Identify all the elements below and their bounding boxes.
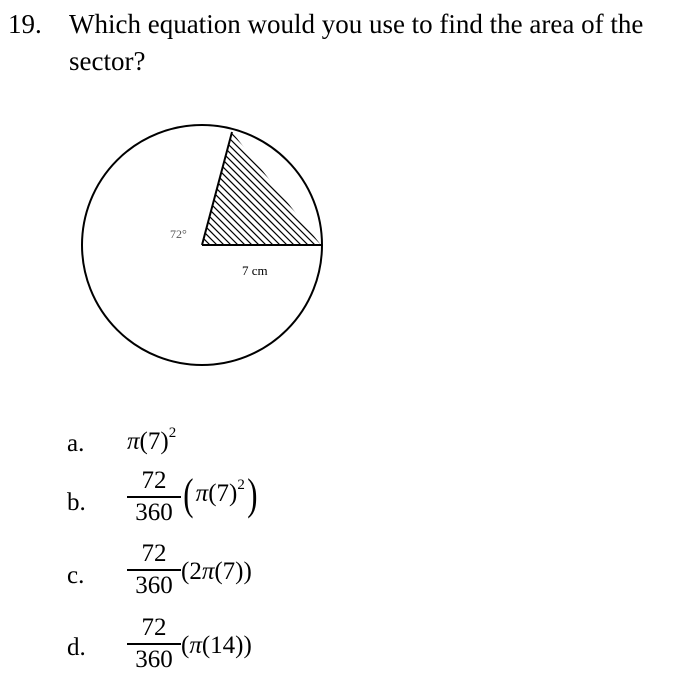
angle-label: 72° [170, 227, 187, 241]
choice-d[interactable] [0, 614, 685, 694]
radius-label: 7 cm [242, 263, 268, 278]
sector-hatching [68, 110, 386, 260]
choice-letter: d. [67, 634, 86, 661]
choice-expression: $\pi(7)^2$ [127, 425, 177, 455]
choice-letter: b. [67, 489, 86, 516]
fraction: 72 360 [127, 467, 181, 527]
choice-expression: $(\pi(7)^2)$ [183, 470, 258, 519]
fraction: 72 360 [127, 614, 181, 674]
question-text: Which equation would you use to find the area of the sector? [69, 9, 644, 76]
fraction: 72 360 [127, 540, 181, 600]
choice-expression: (2π(7)) [181, 558, 252, 585]
choice-letter: c. [67, 562, 85, 589]
choice-expression: (π(14)) [181, 632, 252, 659]
choice-b[interactable] [0, 465, 685, 545]
choice-c[interactable] [0, 538, 685, 618]
question-number: 19. [8, 9, 42, 39]
choice-letter: a. [67, 430, 85, 457]
